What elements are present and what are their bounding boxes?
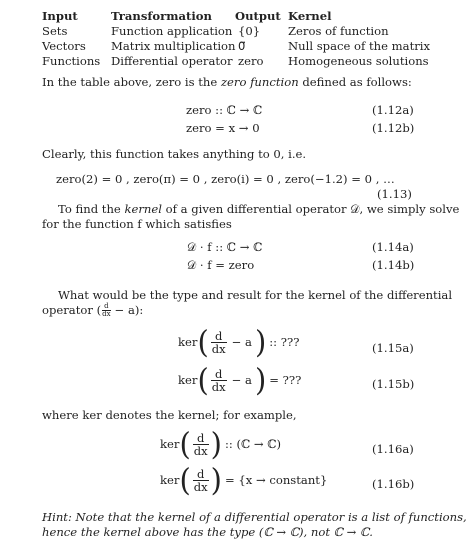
fraction-numerator: d: [197, 430, 205, 445]
equation-label: (1.16a): [372, 442, 414, 456]
ker-symbol: ker: [160, 437, 180, 452]
equation-rhs: = ???: [269, 373, 302, 388]
hint-line1: Hint: Note that the kernel of a differential operator is a list of functions,: [42, 510, 467, 524]
left-paren: (: [179, 462, 191, 498]
equation-1-15a: [178, 324, 300, 360]
table-cell-kernel: Zeros of function: [288, 24, 389, 38]
right-paren: ): [254, 362, 267, 398]
fraction-denominator: dx: [193, 444, 208, 458]
equation-label: (1.14a): [372, 240, 414, 254]
equation-label: (1.13): [377, 187, 412, 201]
ker-symbol: ker: [160, 473, 180, 488]
paragraph-kernel-line2: for the function f which satisfies: [42, 217, 232, 231]
paragraph-where-ker: where ker denotes the kernel; for example,: [42, 408, 297, 422]
emphasis-zero-function: zero function: [220, 75, 299, 89]
fraction-numerator: d: [197, 466, 205, 481]
table-cell-output: 0⃗: [238, 39, 246, 53]
text-run: defined as follows:: [298, 75, 412, 89]
equation-label: (1.15a): [372, 341, 414, 355]
table-cell-input: Functions: [42, 54, 101, 68]
paragraph-clearly: Clearly, this function takes anything to 0, i.e.: [42, 147, 307, 161]
paragraph-zero-definition: [42, 75, 412, 89]
left-paren: (: [179, 426, 191, 462]
fraction-denominator: dx: [193, 480, 208, 494]
fraction-numerator: d: [215, 366, 223, 381]
table-header-input: Input: [42, 9, 78, 23]
derivative-fraction: [211, 330, 227, 355]
table-header-transformation: Transformation: [111, 9, 212, 23]
ker-symbol: ker: [178, 335, 198, 350]
text-run: operator (: [42, 303, 102, 318]
equation-rhs: :: ???: [269, 335, 300, 350]
table-cell-input: Sets: [42, 24, 68, 38]
equation-label: (1.12b): [372, 121, 415, 135]
fraction-denominator: dx: [211, 380, 226, 394]
equation-1-14b: 𝒟 · f = zero: [187, 258, 255, 272]
equation-label: (1.12a): [372, 103, 414, 117]
minus-a: − a: [231, 335, 252, 350]
fraction-numerator: d: [104, 302, 109, 310]
minus-a: − a: [231, 373, 252, 388]
right-paren: ): [254, 324, 267, 360]
ker-symbol: ker: [178, 373, 198, 388]
table-cell-kernel: Homogeneous solutions: [288, 54, 429, 68]
fraction-denominator: dx: [102, 310, 111, 318]
equation-1-12a: zero :: ℂ → ℂ: [186, 103, 263, 117]
table-cell-input: Vectors: [42, 39, 86, 53]
inline-derivative: [102, 303, 110, 318]
paragraph-question-line2: [42, 303, 146, 318]
text-run: of a given differential operator 𝒟, we simply solve: [161, 202, 460, 216]
equation-1-16b: [160, 462, 328, 498]
equation-label: (1.15b): [372, 377, 415, 391]
table-cell-transformation: Matrix multiplication: [111, 39, 236, 53]
text-run: In the table above, zero is the: [42, 75, 221, 89]
equation-1-14a: 𝒟 · f :: ℂ → ℂ: [187, 240, 263, 254]
table-header-kernel: Kernel: [288, 9, 332, 23]
table-header-output: Output: [235, 9, 281, 23]
equation-1-15b: [178, 362, 302, 398]
table-cell-output: zero: [238, 54, 264, 68]
left-paren: (: [197, 324, 209, 360]
equation-rhs: = {x → constant}: [224, 473, 328, 488]
text-run: − a):: [114, 303, 144, 318]
fraction-denominator: dx: [211, 342, 226, 356]
equation-label: (1.14b): [372, 258, 415, 272]
equation-label: (1.16b): [372, 477, 415, 491]
emphasis-kernel: kernel: [124, 202, 162, 216]
derivative-fraction: [193, 468, 209, 493]
text-run: To find the: [58, 202, 125, 216]
right-paren: ): [210, 462, 222, 498]
derivative-fraction: [193, 432, 209, 457]
equation-1-12b: zero = x → 0: [186, 121, 260, 135]
fraction-numerator: d: [215, 328, 223, 343]
right-paren: ): [210, 426, 222, 462]
table-cell-transformation: Differential operator: [111, 54, 233, 68]
left-paren: (: [197, 362, 209, 398]
table-cell-output: {0}: [238, 24, 261, 38]
paragraph-question-line1: What would be the type and result for the kernel of the differential: [58, 288, 453, 302]
equation-rhs: :: (ℂ → ℂ): [224, 437, 282, 452]
derivative-fraction: [211, 368, 227, 393]
equation-1-16a: [160, 426, 282, 462]
equation-1-13: zero(2) = 0 , zero(π) = 0 , zero(i) = 0 , zero(−1.2) = 0 , …: [56, 172, 395, 186]
paragraph-kernel-line1: [58, 202, 459, 216]
hint-line2: hence the kernel above has the type (ℂ → ℂ), not ℂ → ℂ.: [42, 525, 373, 539]
table-cell-transformation: Function application: [111, 24, 233, 38]
table-cell-kernel: Null space of the matrix: [288, 39, 431, 53]
